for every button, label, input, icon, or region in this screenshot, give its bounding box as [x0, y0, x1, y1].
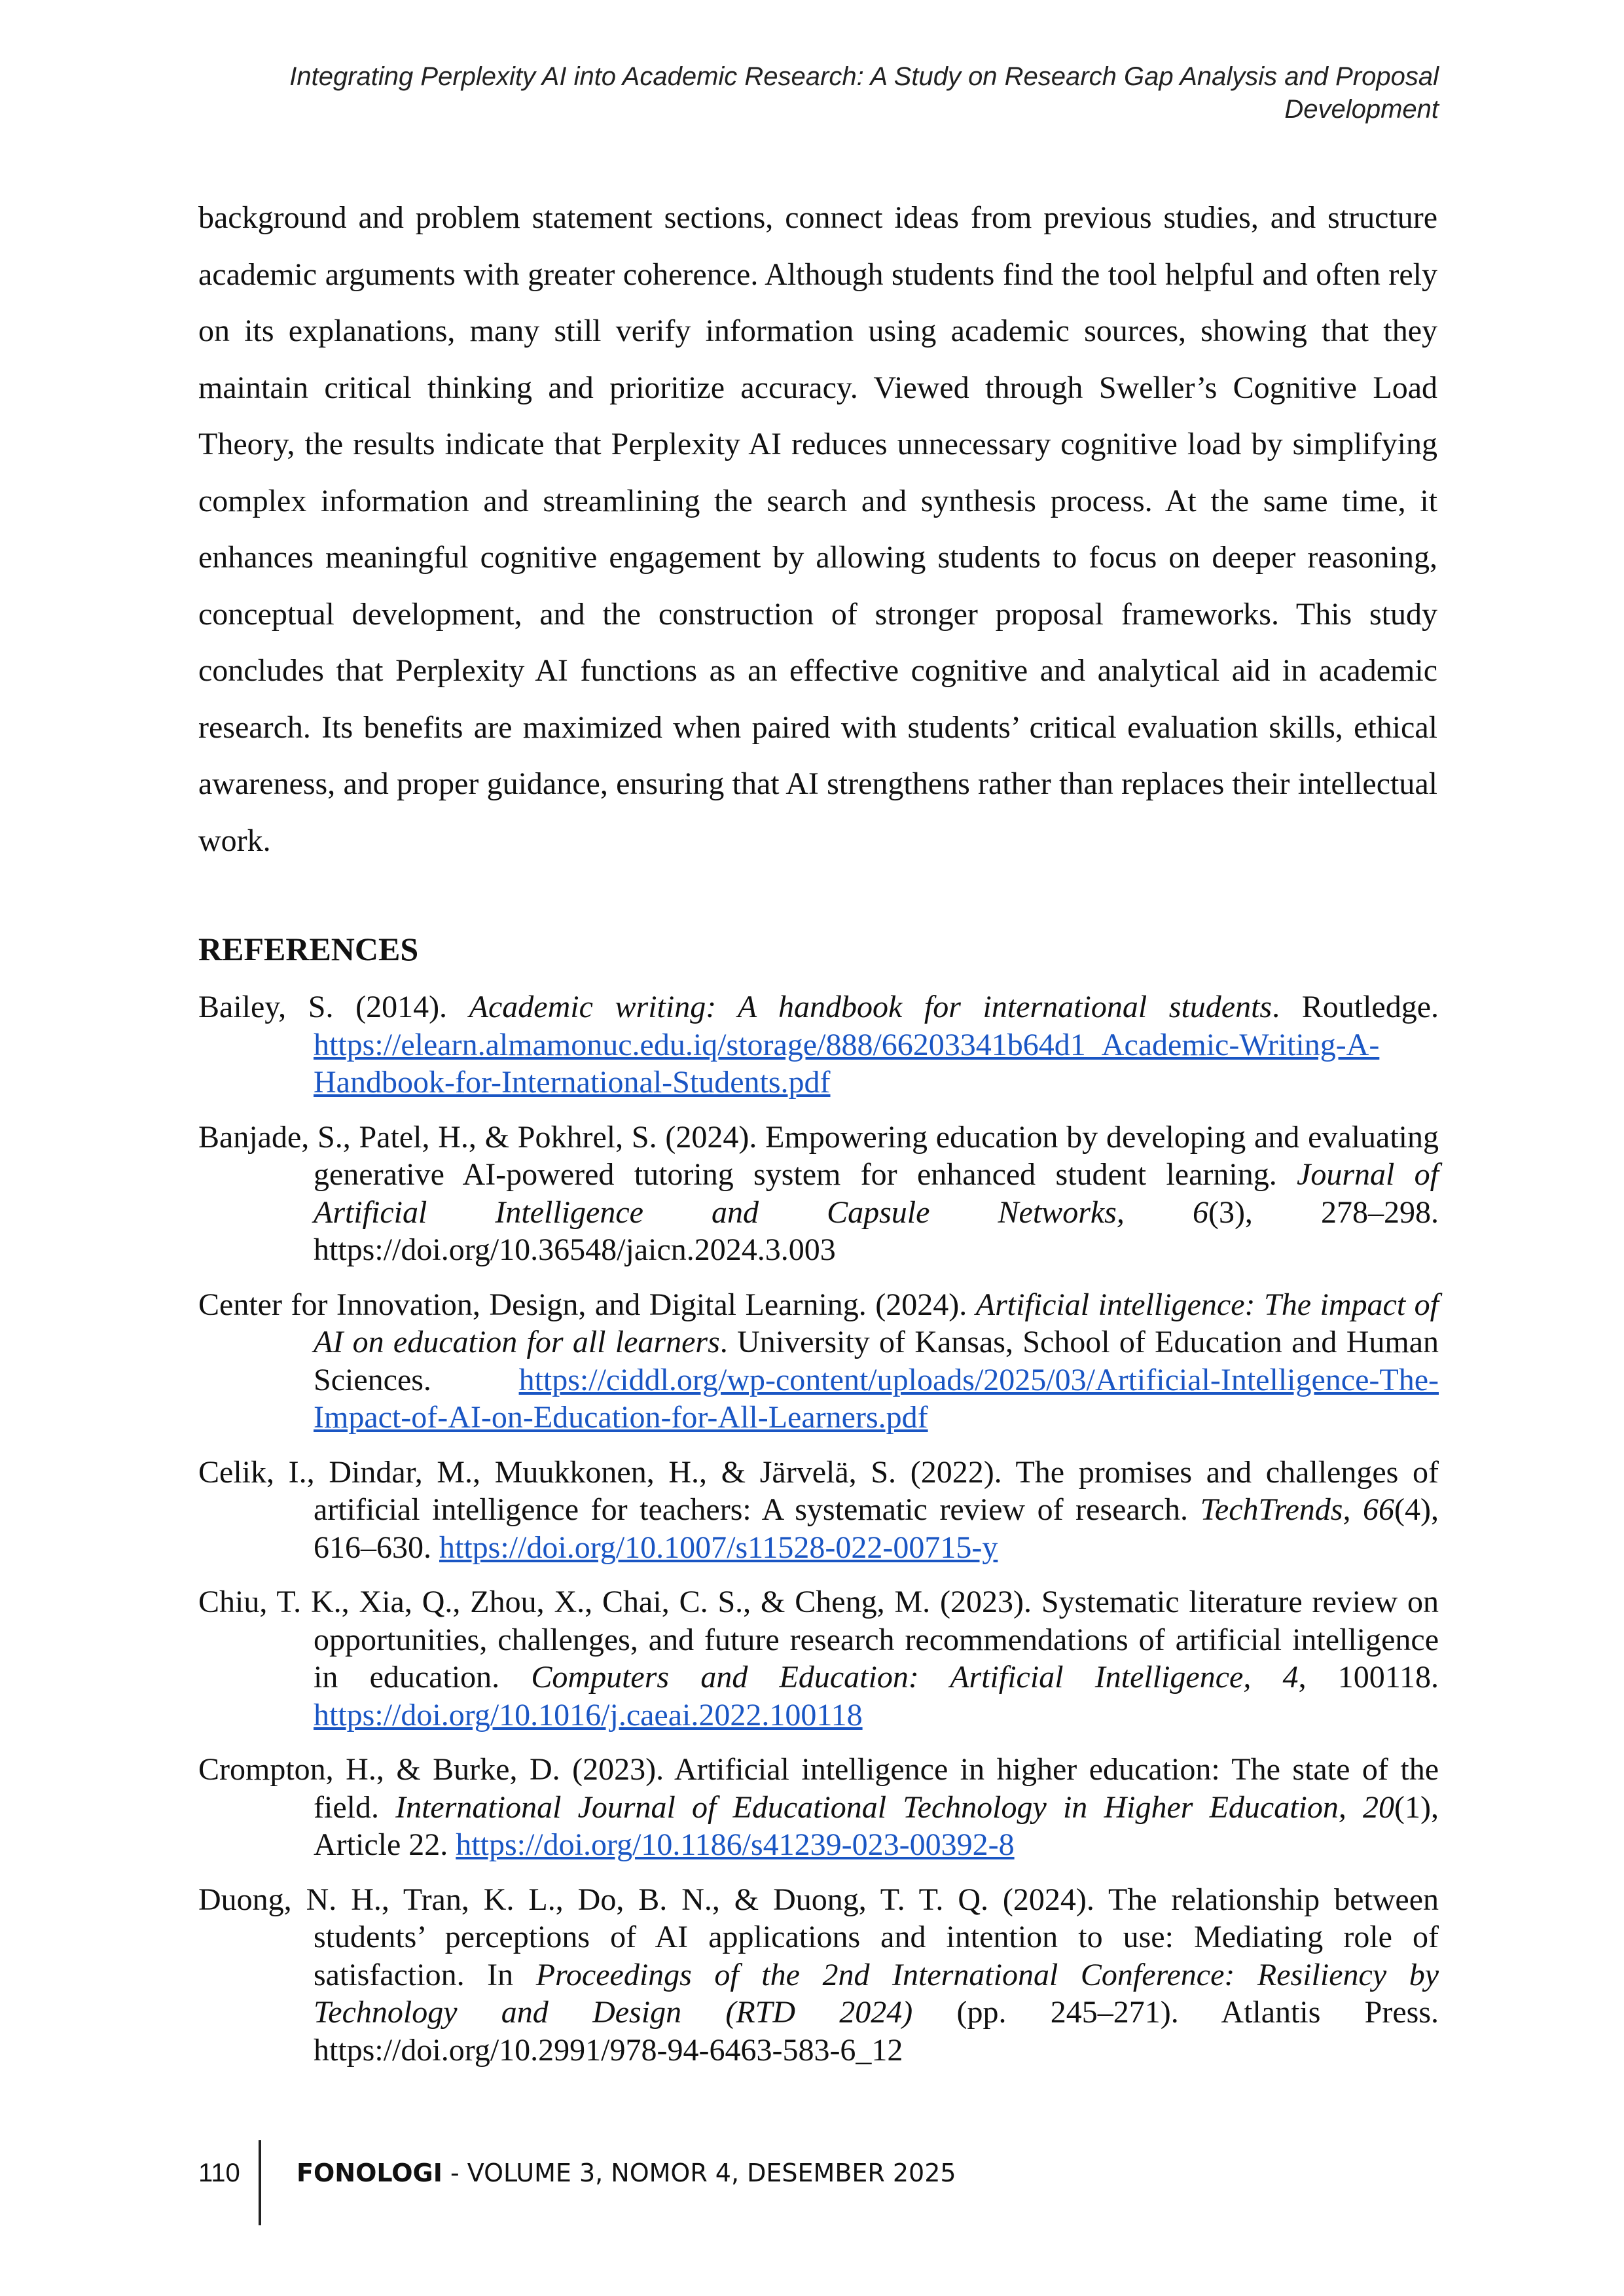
- ref-publisher-text: (1), Article 22.: [314, 1789, 1439, 1862]
- ref-link[interactable]: https://doi.org/10.1016/j.caeai.2022.100118: [314, 1697, 863, 1732]
- ref-title: International Journal of Educational Technology in Higher Education, 20: [395, 1789, 1395, 1825]
- ref-link[interactable]: https://ciddl.org/wp-content/uploads/2025/03/Artificial-Intelligence-The-Impact-of-AI-on-Education-for-All-Learners.pdf: [314, 1362, 1439, 1435]
- ref-authors-text: Duong, N. H., Tran, K. L., Do, B. N., & Duong, T. T. Q. (2024). The relationship between students’ perceptions of AI applications and intention to use: Mediating role of satisfaction. In: [198, 1882, 1439, 1992]
- reference-bailey-2014: [198, 988, 1439, 1102]
- ref-doi-text: https://doi.org/10.36548/jaicn.2024.3.003: [314, 1232, 836, 1267]
- ref-authors-text: Center for Innovation, Design, and Digital Learning. (2024).: [198, 1287, 976, 1322]
- ref-link[interactable]: https://elearn.almamonuc.edu.iq/storage/888/66203341b64d1_Academic-Writing-A-Handbook-for-International-Students.pdf: [314, 1027, 1380, 1100]
- reference-chiu-2023: [198, 1583, 1439, 1734]
- reference-crompton-2023: [198, 1751, 1439, 1864]
- ref-authors-text: Celik, I., Dindar, M., Muukkonen, H., & Järvelä, S. (2022). The promises and challenges of artificial intelligence for teachers: A systematic review of research.: [198, 1454, 1439, 1527]
- conclusion-paragraph: background and problem statement sections, connect ideas from previous studies, and structure academic arguments with greater coherence. Although students find the tool helpful and often rely on its explanations, many still verify information using academic sources, showing that they maintain critical thinking and prioritize accuracy. Viewed through Sweller’s Cognitive Load Theory, the results indicate that Perplexity AI reduces unnecessary cognitive load by simplifying complex information and streamlining the search and synthesis process. At the same time, it enhances meaningful cognitive engagement by allowing students to focus on deeper reasoning, conceptual development, and the construction of stronger proposal frameworks. This study concludes that Perplexity AI functions as an effective cognitive and analytical aid in academic research. Its benefits are maximized when paired with students’ critical evaluation skills, ethical awareness, and proper guidance, ensuring that AI strengthens rather than replaces their intellectual work.: [198, 200, 1437, 858]
- ref-publisher-text: (3), 278–298.: [1208, 1194, 1439, 1230]
- ref-link[interactable]: https://doi.org/10.1186/s41239-023-00392-8: [456, 1827, 1015, 1862]
- ref-title: Proceedings of the 2nd International Conference: Resiliency by Technology and Design (RTD 2024): [314, 1957, 1439, 2030]
- ref-publisher-text: (4), 616–630.: [314, 1492, 1439, 1565]
- reference-banjade-2024: [198, 1119, 1439, 1269]
- ref-authors-text: Crompton, H., & Burke, D. (2023). Artificial intelligence in higher education: The state of the field.: [198, 1752, 1439, 1825]
- page-number: 110: [198, 2159, 240, 2187]
- references-heading: REFERENCES: [198, 931, 419, 967]
- ref-authors-text: Banjade, S., Patel, H., & Pokhrel, S. (2024). Empowering education by developing and evaluating generative AI-powered tutoring system for enhanced student learning.: [198, 1119, 1439, 1192]
- reference-ciddl-2024: [198, 1286, 1439, 1437]
- journal-info: [297, 2159, 956, 2187]
- ref-publisher-text: . Routledge.: [1272, 990, 1439, 1024]
- journal-issue: - VOLUME 3, NOMOR 4, DESEMBER 2025: [442, 2159, 956, 2187]
- ref-publisher-text: . University of Kansas, School of Education and Human Sciences.: [314, 1325, 1439, 1397]
- ref-title: Journal of Artificial Intelligence and Capsule Networks, 6: [314, 1157, 1439, 1230]
- ref-publisher-text: , 100118.: [1298, 1660, 1439, 1695]
- ref-authors-text: Chiu, T. K., Xia, Q., Zhou, X., Chai, C. S., & Cheng, M. (2023). Systematic literature review on opportunities, challenges, and future research recommendations of artificial intelligence in education.: [198, 1585, 1439, 1695]
- ref-doi-text: https://doi.org/10.2991/978-94-6463-583-6_12: [314, 2032, 903, 2068]
- ref-title: Computers and Education: Artificial Intelligence, 4: [531, 1660, 1299, 1695]
- running-header: [130, 60, 1439, 126]
- reference-duong-2024: [198, 1881, 1439, 2070]
- running-title-line1: Integrating Perplexity AI into Academic Research: A Study on Research Gap Analysis and Proposal: [289, 62, 1439, 91]
- ref-title: Academic writing: A handbook for international students: [469, 990, 1272, 1024]
- running-title-line2: Development: [1284, 95, 1439, 124]
- ref-title: TechTrends, 66: [1200, 1492, 1395, 1527]
- ref-link[interactable]: https://doi.org/10.1007/s11528-022-00715-y: [439, 1530, 998, 1565]
- ref-title: Artificial intelligence: The impact of AI on education for all learners: [314, 1287, 1439, 1359]
- journal-name: FONOLOGI: [297, 2159, 442, 2187]
- reference-list: [198, 988, 1439, 2086]
- ref-authors-text: Bailey, S. (2014).: [198, 990, 469, 1024]
- reference-celik-2022: [198, 1454, 1439, 1567]
- footer-divider: [259, 2140, 261, 2225]
- ref-publisher-text: (pp. 245–271). Atlantis Press.: [912, 1995, 1439, 2030]
